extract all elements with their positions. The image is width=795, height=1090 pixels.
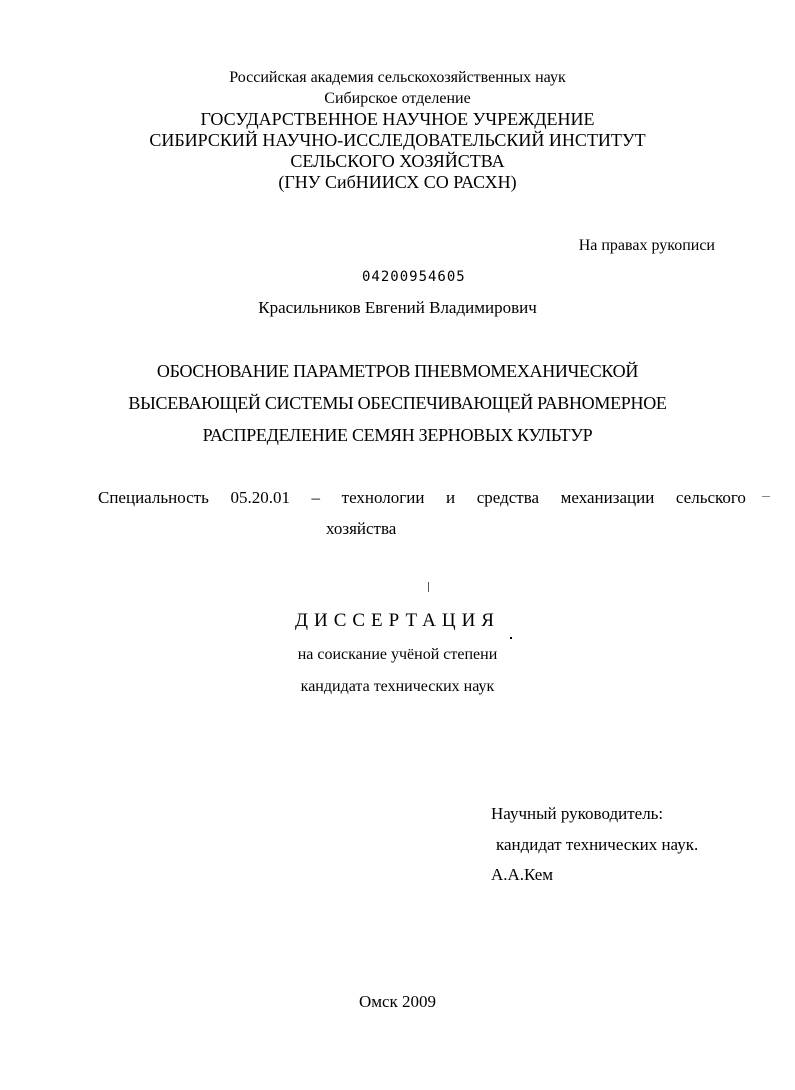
supervisor-label: Научный руководитель: — [491, 804, 664, 823]
supervisor-name: А.А.Кем — [491, 865, 554, 884]
specialty-word: технологии — [341, 488, 425, 507]
thesis-title-line-1: ОБОСНОВАНИЕ ПАРАМЕТРОВ ПНЕВМОМЕХАНИЧЕСКОЙ — [156, 361, 639, 381]
branch-name: Сибирское отделение — [324, 90, 471, 107]
rights-note: На правах рукописи — [578, 237, 715, 254]
academy-name: Российская академия сельскохозяйственных наук — [229, 69, 566, 86]
specialty-word: механизации — [560, 488, 655, 507]
specialty-line-2: хозяйства — [326, 519, 397, 538]
scan-mark — [510, 637, 512, 639]
scan-mark — [762, 496, 770, 497]
registry-number: 04200954605 — [362, 269, 466, 285]
organization-line-3: СЕЛЬСКОГО ХОЗЯЙСТВА — [290, 151, 505, 171]
thesis-title-line-2: ВЫСЕВАЮЩЕЙ СИСТЕМЫ ОБЕСПЕЧИВАЮЩЕЙ РАВНОМЕРНОЕ — [128, 393, 667, 413]
degree-line-1: на соискание учёной степени — [297, 646, 498, 663]
organization-line-2: СИБИРСКИЙ НАУЧНО-ИССЛЕДОВАТЕЛЬСКИЙ ИНСТИТУТ — [149, 130, 646, 150]
specialty-code: 05.20.01 — [230, 488, 290, 507]
scan-mark — [428, 582, 429, 592]
specialty-line — [98, 487, 746, 509]
organization-abbreviation: (ГНУ СибНИИСХ СО РАСХН) — [278, 172, 517, 192]
organization-line-1: ГОСУДАРСТВЕННОЕ НАУЧНОЕ УЧРЕЖДЕНИЕ — [200, 109, 595, 129]
supervisor-degree: кандидат технических наук. — [496, 835, 699, 854]
thesis-title-line-3: РАСПРЕДЕЛЕНИЕ СЕМЯН ЗЕРНОВЫХ КУЛЬТУР — [202, 425, 593, 445]
city-year: Омск 2009 — [358, 992, 437, 1011]
author-name: Красильников Евгений Владимирович — [258, 298, 537, 317]
specialty-dash: – — [311, 488, 321, 507]
document-type-heading: ДИССЕРТАЦИЯ — [295, 610, 500, 631]
degree-line-2: кандидата технических наук — [300, 678, 495, 695]
specialty-label: Специальность — [98, 488, 209, 507]
specialty-word: средства — [476, 488, 540, 507]
specialty-word: и — [446, 488, 456, 507]
specialty-word: сельского — [675, 488, 746, 507]
